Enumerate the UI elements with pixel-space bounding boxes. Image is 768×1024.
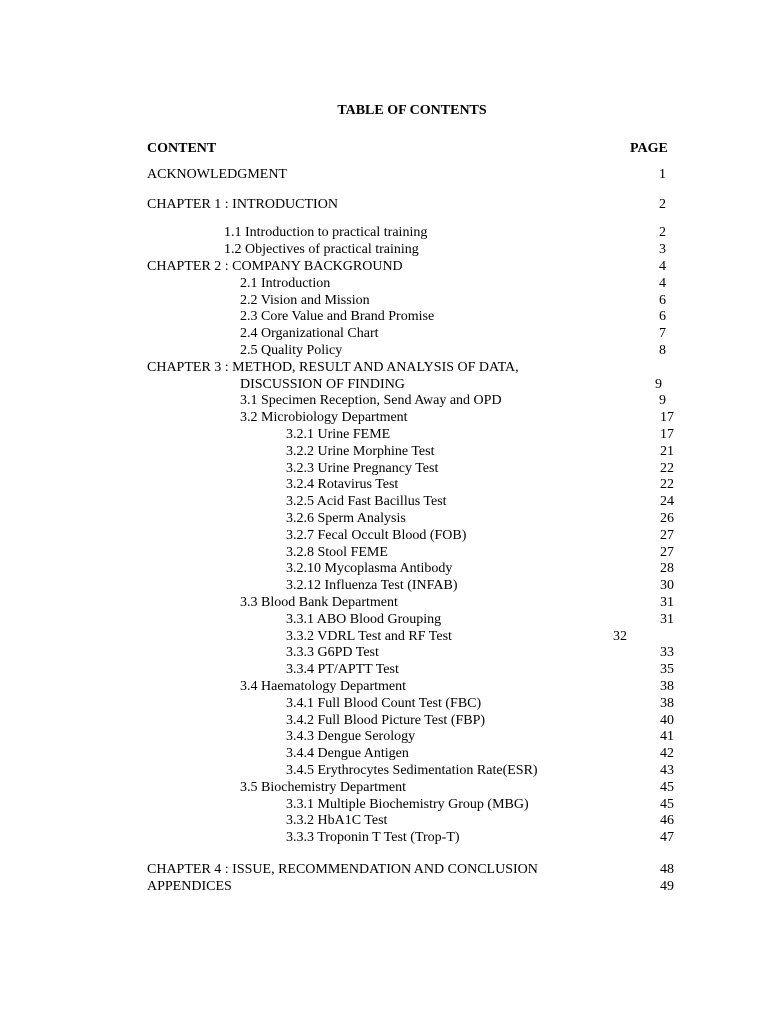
toc-entry bbox=[286, 829, 674, 846]
toc-entry-label: 3.3.4 PT/APTT Test bbox=[286, 662, 399, 677]
toc-entry bbox=[286, 796, 674, 813]
toc-entry-label: 3.4.1 Full Blood Count Test (FBC) bbox=[286, 696, 482, 711]
toc-entry bbox=[286, 510, 674, 527]
toc-entry bbox=[224, 224, 666, 241]
toc-entry-page: 28 bbox=[660, 561, 674, 576]
toc-entry-label: 1.2 Objectives of practical training bbox=[224, 242, 419, 257]
toc-entry-page: 22 bbox=[660, 461, 674, 476]
toc-entry bbox=[240, 594, 674, 611]
toc-entry-page: 24 bbox=[660, 494, 674, 509]
toc-entry-page: 38 bbox=[660, 696, 674, 711]
toc-entry-label: 3.2.8 Stool FEME bbox=[286, 545, 388, 560]
toc-entry-label: 3.2.5 Acid Fast Bacillus Test bbox=[286, 494, 447, 509]
toc-entry-page: 22 bbox=[660, 477, 674, 492]
toc-entry bbox=[224, 241, 666, 258]
toc-entry-page: 47 bbox=[660, 830, 674, 845]
page-column-header: PAGE bbox=[630, 141, 668, 156]
toc-entry-page: 7 bbox=[659, 326, 666, 341]
toc-entry bbox=[286, 695, 674, 712]
toc-entry-page: 4 bbox=[659, 276, 666, 291]
toc-entry-label: 3.2.2 Urine Morphine Test bbox=[286, 444, 435, 459]
toc-entry bbox=[286, 628, 627, 645]
toc-entry-label: DISCUSSION OF FINDING bbox=[240, 377, 405, 392]
toc-entry bbox=[147, 878, 674, 895]
toc-entry bbox=[147, 258, 666, 275]
toc-entry-label: 3.3.3 Troponin T Test (Trop-T) bbox=[286, 830, 460, 845]
toc-entry-page: 41 bbox=[660, 729, 674, 744]
toc-entry bbox=[286, 460, 674, 477]
toc-entry-page: 3 bbox=[659, 242, 666, 257]
toc-entry bbox=[240, 409, 674, 426]
toc-entry bbox=[286, 762, 674, 779]
toc-entry bbox=[286, 577, 674, 594]
toc-entry-label: 3.2 Microbiology Department bbox=[240, 410, 408, 425]
toc-entry bbox=[286, 560, 674, 577]
toc-entry-label: 2.2 Vision and Mission bbox=[240, 293, 370, 308]
toc-entry-label: 2.3 Core Value and Brand Promise bbox=[240, 309, 435, 324]
toc-entry bbox=[286, 745, 674, 762]
toc-entry-label: 3.2.12 Influenza Test (INFAB) bbox=[286, 578, 458, 593]
toc-entry-page: 26 bbox=[660, 511, 674, 526]
toc-entry bbox=[286, 812, 674, 829]
toc-entry bbox=[147, 359, 666, 376]
toc-entry bbox=[240, 292, 666, 309]
toc-entry bbox=[286, 476, 674, 493]
toc-entry bbox=[147, 861, 674, 878]
toc-entry-label: CHAPTER 4 : ISSUE, RECOMMENDATION AND CONCLUSION bbox=[147, 862, 538, 877]
toc-entry bbox=[240, 392, 666, 409]
toc-entry bbox=[240, 678, 674, 695]
toc-entry-label: 3.4.3 Dengue Serology bbox=[286, 729, 416, 744]
toc-entry-page: 21 bbox=[660, 444, 674, 459]
toc-entry-page: 27 bbox=[660, 545, 674, 560]
toc-entry-label: 3.3.2 VDRL Test and RF Test bbox=[286, 629, 452, 644]
toc-entry bbox=[147, 166, 666, 183]
toc-entry-page: 46 bbox=[660, 813, 674, 828]
toc-entry-label: 3.4.4 Dengue Antigen bbox=[286, 746, 409, 761]
toc-entry bbox=[286, 426, 674, 443]
toc-entry-page: 43 bbox=[660, 763, 674, 778]
toc-entry-label: CHAPTER 2 : COMPANY BACKGROUND bbox=[147, 259, 403, 274]
toc-entry-page: 2 bbox=[659, 197, 666, 212]
toc-entry bbox=[286, 443, 674, 460]
toc-entry-page: 30 bbox=[660, 578, 674, 593]
toc-entry bbox=[286, 527, 674, 544]
toc-entry-label: 3.4 Haematology Department bbox=[240, 679, 407, 694]
toc-entry-page: 6 bbox=[659, 309, 666, 324]
toc-entry-page: 9 bbox=[659, 393, 666, 408]
content-column-header: CONTENT bbox=[147, 141, 217, 156]
toc-entry-label: 3.2.10 Mycoplasma Antibody bbox=[286, 561, 453, 576]
toc-entry-label: CHAPTER 1 : INTRODUCTION bbox=[147, 197, 338, 212]
toc-entry-page: 40 bbox=[660, 713, 674, 728]
toc-entry-label: 3.3.1 ABO Blood Grouping bbox=[286, 612, 442, 627]
toc-entry bbox=[240, 275, 666, 292]
toc-entry bbox=[240, 342, 666, 359]
toc-entry-page: 42 bbox=[660, 746, 674, 761]
toc-entry-label: 3.3.2 HbA1C Test bbox=[286, 813, 388, 828]
toc-entry-page: 49 bbox=[660, 879, 674, 894]
toc-entry-label: 3.3 Blood Bank Department bbox=[240, 595, 398, 610]
toc-entry-page: 32 bbox=[613, 629, 627, 644]
toc-entry-label: 2.5 Quality Policy bbox=[240, 343, 343, 358]
toc-entry-page: 17 bbox=[660, 410, 674, 425]
toc-entry-page: 35 bbox=[660, 662, 674, 677]
toc-entry-label: 3.1 Specimen Reception, Send Away and OPD bbox=[240, 393, 502, 408]
toc-entry-page: 6 bbox=[659, 293, 666, 308]
toc-entry-page: 45 bbox=[660, 797, 674, 812]
toc-entry-page: 48 bbox=[660, 862, 674, 877]
toc-entry-page: 4 bbox=[659, 259, 666, 274]
toc-entry bbox=[240, 325, 666, 342]
toc-entry-page: 31 bbox=[660, 612, 674, 627]
toc-entry-label: APPENDICES bbox=[147, 879, 232, 894]
toc-entry-label: 3.2.6 Sperm Analysis bbox=[286, 511, 406, 526]
toc-entry-page: 31 bbox=[660, 595, 674, 610]
toc-entry-label: CHAPTER 3 : METHOD, RESULT AND ANALYSIS OF DATA, bbox=[147, 360, 519, 375]
toc-entry bbox=[286, 728, 674, 745]
toc-entry-label: 3.2.1 Urine FEME bbox=[286, 427, 391, 442]
toc-entry-page: 33 bbox=[660, 645, 674, 660]
toc-entry bbox=[286, 493, 674, 510]
toc-entry bbox=[240, 779, 674, 796]
toc-entry-label: 2.4 Organizational Chart bbox=[240, 326, 379, 341]
toc-entry-label: ACKNOWLEDGMENT bbox=[147, 167, 287, 182]
toc-entry-label: 3.2.3 Urine Pregnancy Test bbox=[286, 461, 439, 476]
toc-entry-label: 2.1 Introduction bbox=[240, 276, 331, 291]
toc-entry-page: 38 bbox=[660, 679, 674, 694]
toc-entry-page: 17 bbox=[660, 427, 674, 442]
toc-entry-label: 3.3.1 Multiple Biochemistry Group (MBG) bbox=[286, 797, 529, 812]
toc-entry-label: 3.2.4 Rotavirus Test bbox=[286, 477, 399, 492]
toc-entry bbox=[286, 712, 674, 729]
toc-entry bbox=[147, 196, 666, 213]
toc-entry-label: 3.4.5 Erythrocytes Sedimentation Rate(ESR) bbox=[286, 763, 538, 778]
toc-entry bbox=[286, 661, 674, 678]
toc-entry-label: 3.4.2 Full Blood Picture Test (FBP) bbox=[286, 713, 486, 728]
toc-entry-page: 45 bbox=[660, 780, 674, 795]
toc-entry-page: 8 bbox=[659, 343, 666, 358]
toc-entry-page: 1 bbox=[659, 167, 666, 182]
toc-entry bbox=[286, 611, 674, 628]
toc-entry bbox=[286, 544, 674, 561]
toc-title: TABLE OF CONTENTS bbox=[337, 103, 487, 118]
toc-entry-label: 1.1 Introduction to practical training bbox=[224, 225, 428, 240]
toc-entry bbox=[286, 644, 674, 661]
toc-entry-page: 9 bbox=[655, 377, 662, 392]
toc-entry-label: 3.3.3 G6PD Test bbox=[286, 645, 379, 660]
toc-entry-label: 3.2.7 Fecal Occult Blood (FOB) bbox=[286, 528, 467, 543]
toc-entry-page: 2 bbox=[659, 225, 666, 240]
toc-entry-page: 27 bbox=[660, 528, 674, 543]
toc-entry bbox=[240, 308, 666, 325]
toc-entry bbox=[240, 376, 662, 393]
toc-entry-label: 3.5 Biochemistry Department bbox=[240, 780, 407, 795]
